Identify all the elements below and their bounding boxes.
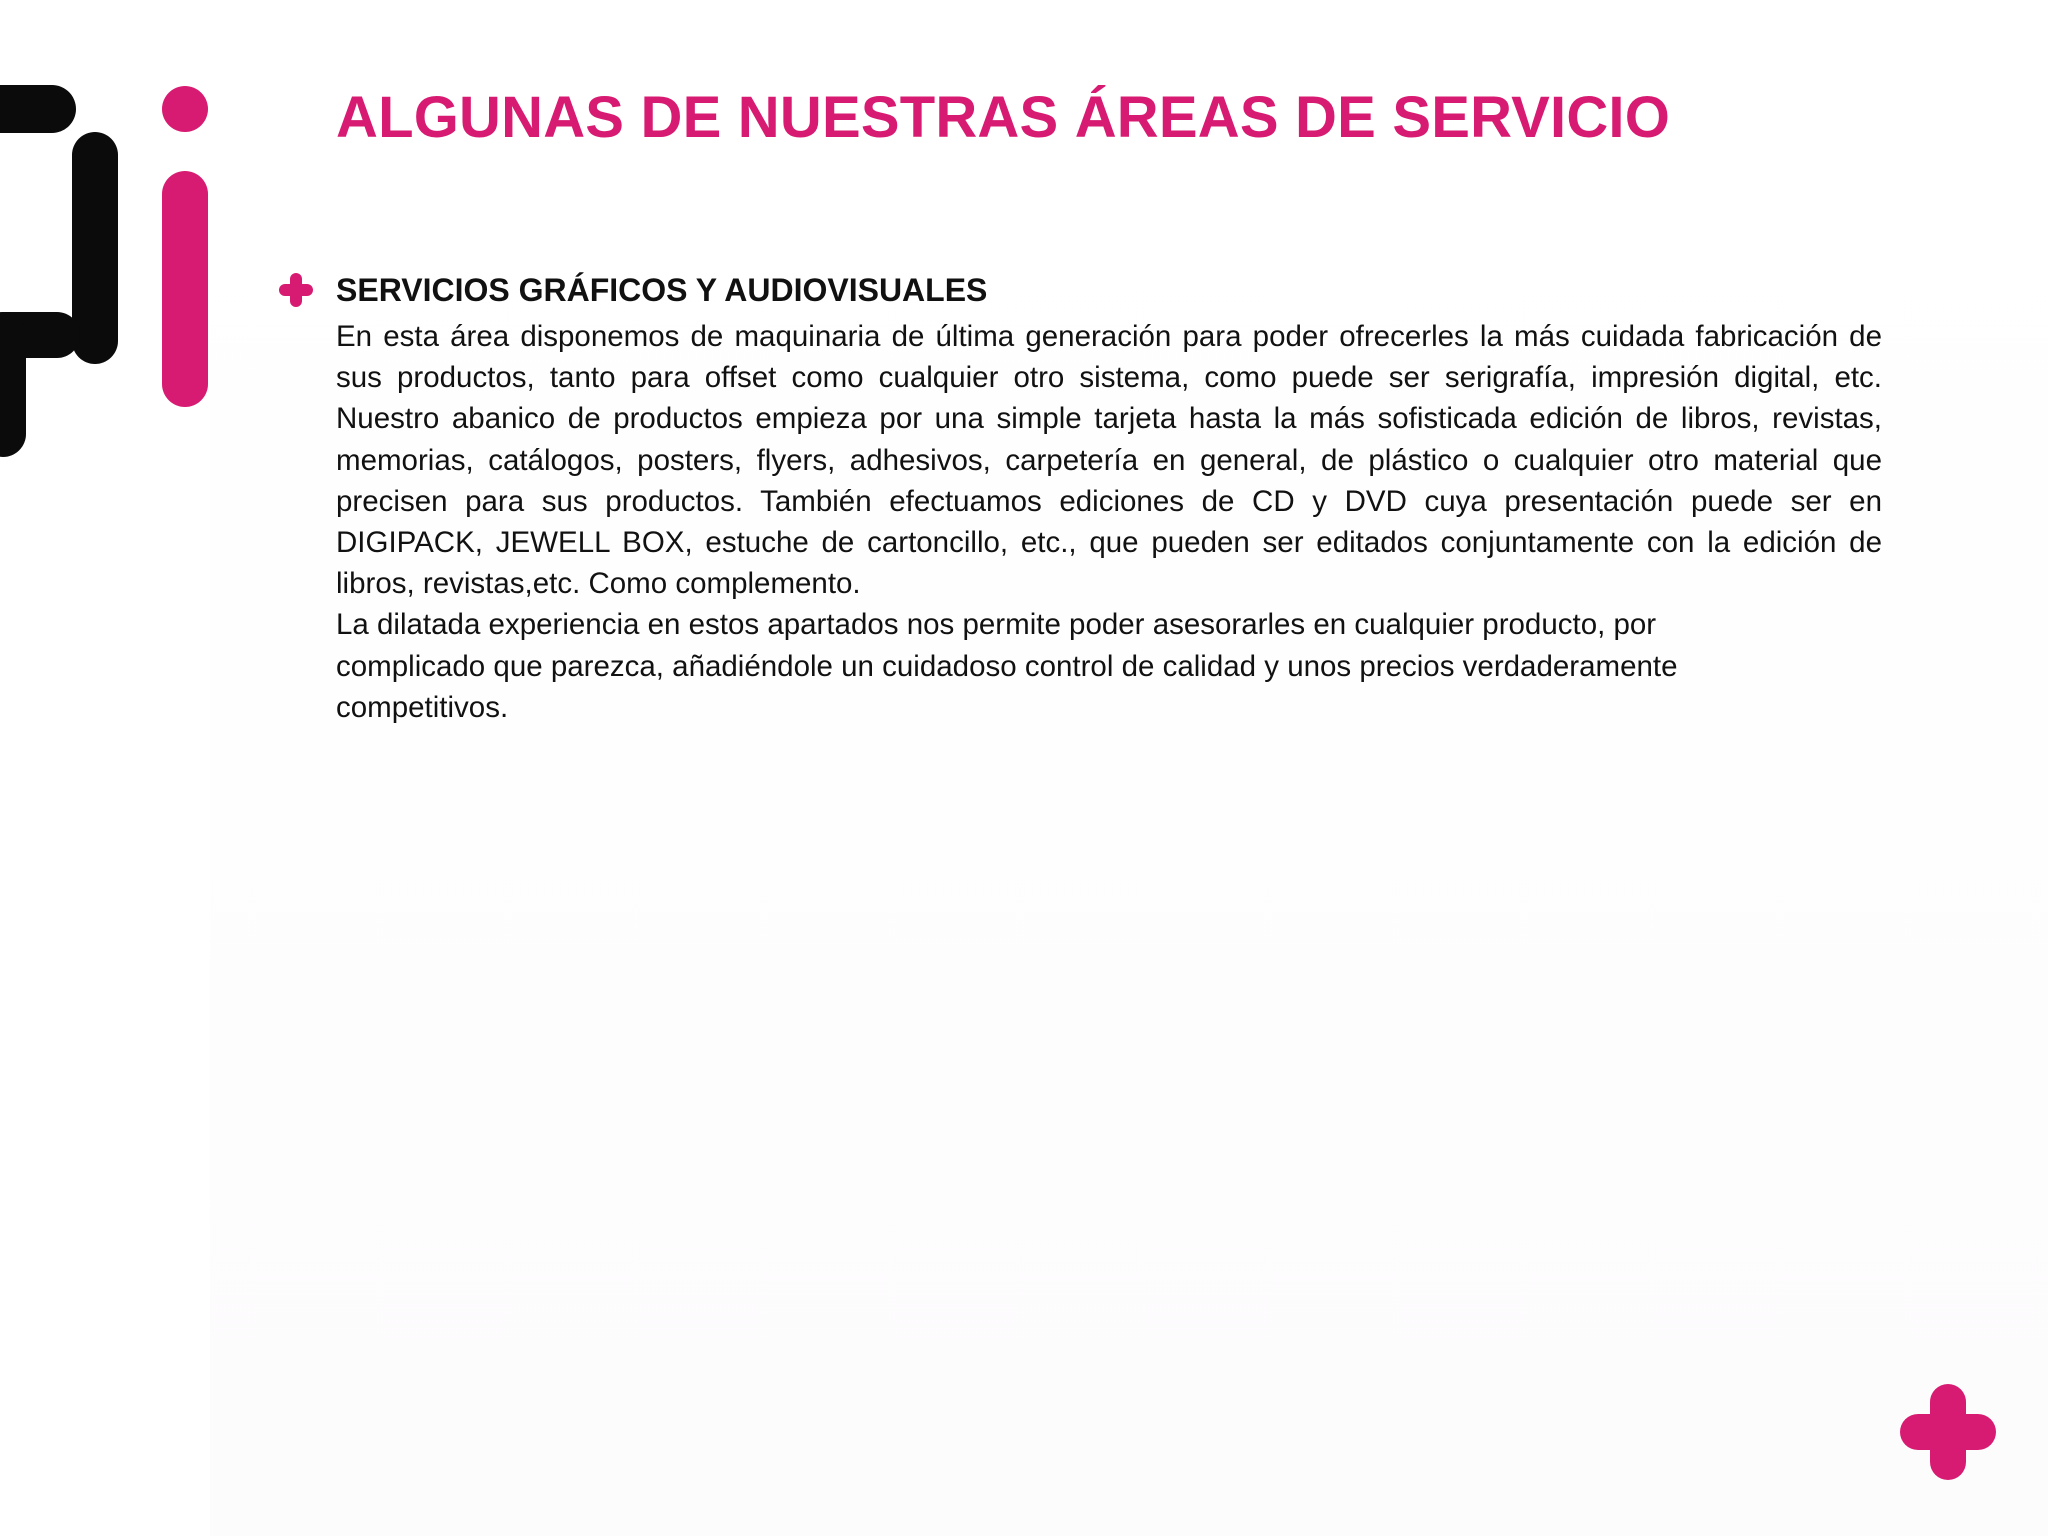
brand-logo-icon [0, 0, 240, 480]
page-title: ALGUNAS DE NUESTRAS ÁREAS DE SERVICIO [336, 85, 1671, 150]
section-heading: SERVICIOS GRÁFICOS Y AUDIOVISUALES [336, 272, 988, 308]
section-paragraph: En esta área disponemos de maquinaria de última generación para poder ofrecerles la más cuidada fabricación de sus productos, tanto para offset como cualquier otro sistema, como puede ser serigrafía, impresión digital, etc. Nuestro abanico de productos empieza por una simple tarjeta hasta la más sofisticada edición de libros, revistas, memorias, catálogos, posters, flyers, adhesivos, carpetería en general, de plástico o cualquier otro material que precisen para sus productos. También efectuamos ediciones de CD y DVD cuya presentación puede ser en DIGIPACK, JEWELL BOX, estuche de cartoncillo, etc., que pueden ser editados conjuntamente con la edición de libros, revistas,etc. Como complemento. [336, 320, 1882, 601]
plus-icon [278, 272, 314, 308]
plus-icon [1898, 1382, 1998, 1482]
service-section [336, 264, 1882, 728]
section-paragraph: La dilatada experiencia en estos apartados nos permite poder asesorarles en cualquier producto, por complicado que parezca, añadiéndole un cuidadoso control de calidad y unos precios verdaderamente competitivos. [336, 608, 1678, 724]
